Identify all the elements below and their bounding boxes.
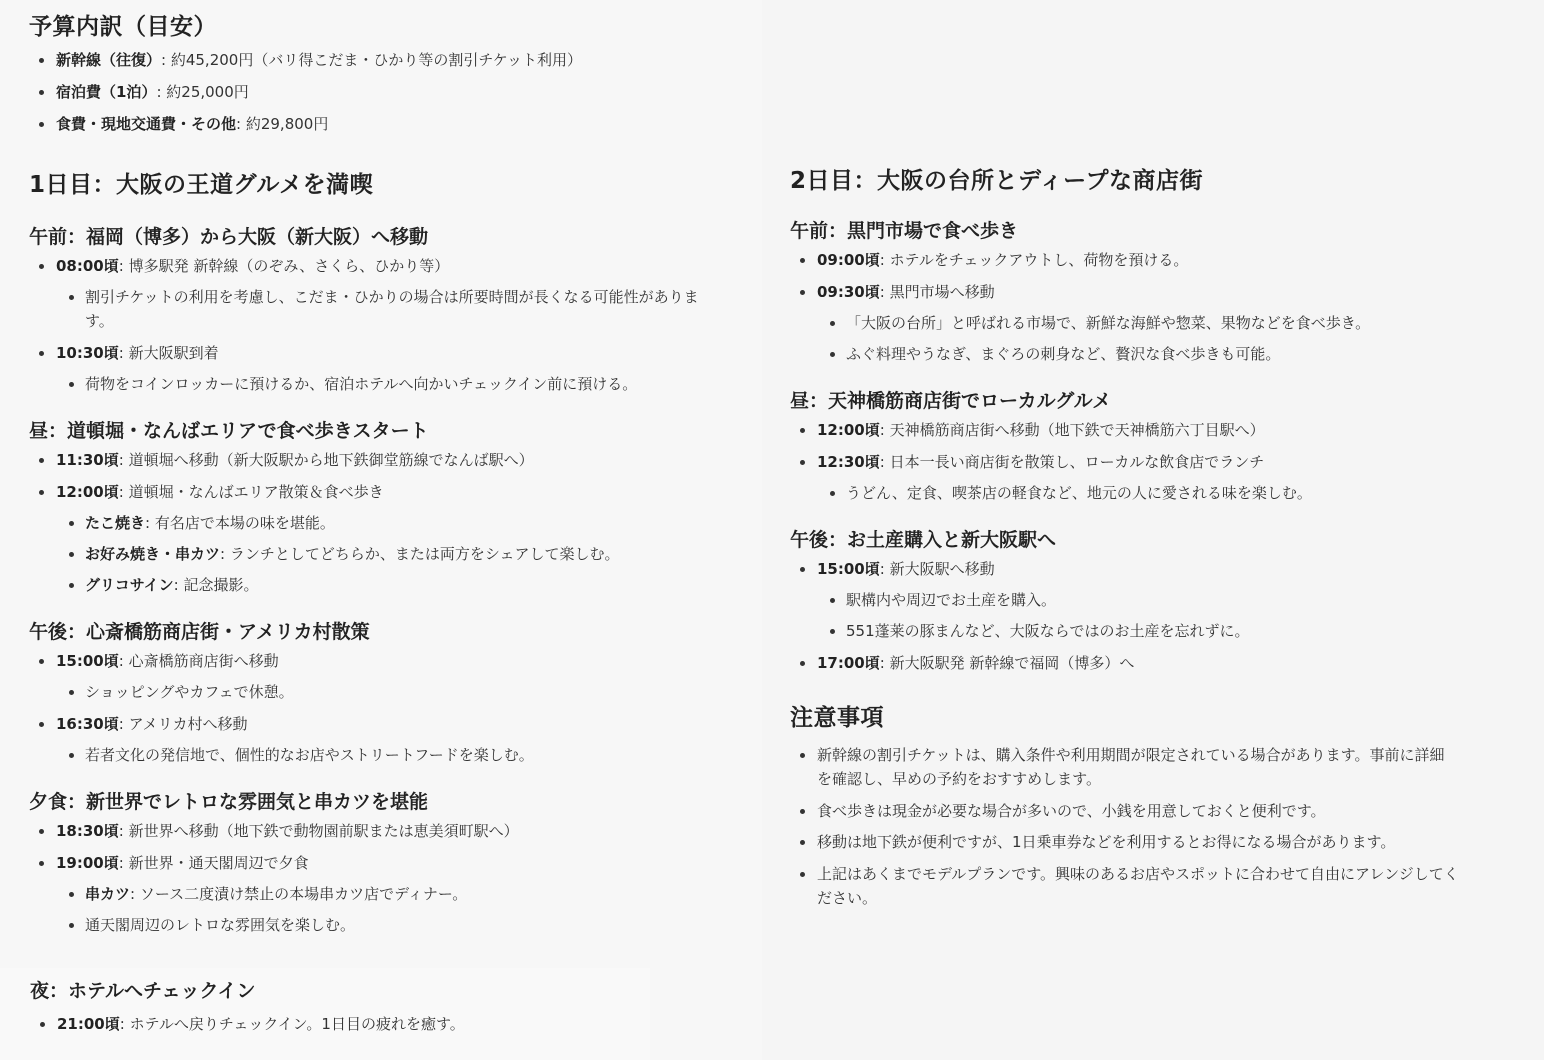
list-item: 16:30頃: アメリカ村へ移動: [29, 712, 756, 736]
list-item: 15:00頃: 心斎橋筋商店街へ移動: [29, 649, 756, 673]
day1-afternoon-list: [29, 649, 756, 767]
list-item: ショッピングやカフェで休憩。: [29, 680, 756, 704]
list-item: 15:00頃: 新大阪駅へ移動: [790, 557, 1504, 581]
day1-section: [29, 170, 756, 937]
list-item: 19:00頃: 新世界・通天閣周辺で夕食: [29, 851, 756, 875]
day1-title: 1日目：大阪の王道グルメを満喫: [29, 172, 374, 198]
list-item: グリコサイン: 記念撮影。: [29, 573, 756, 597]
day2-morning-title: 午前：黒門市場で食べ歩き: [790, 220, 1019, 242]
day2-morning-list: [790, 248, 1504, 366]
list-item: 「大阪の台所」と呼ばれる市場で、新鮮な海鮮や惣菜、果物などを食べ歩き。: [790, 311, 1504, 335]
list-item: 12:30頃: 日本一長い商店街を散策し、ローカルな飲食店でランチ: [790, 450, 1504, 474]
list-item: 割引チケットの利用を考慮し、こだま・ひかりの場合は所要時間が長くなる可能性がありま す。: [29, 285, 756, 333]
list-item: 11:30頃: 道頓堀へ移動（新大阪駅から地下鉄御堂筋線でなんば駅へ）: [29, 448, 756, 472]
budget-item-hotel: 宿泊費（1泊）: 約25,000円: [29, 80, 756, 104]
day2-afternoon-list: [790, 557, 1504, 675]
list-item: 串カツ: ソース二度漬け禁止の本場串カツ店でディナー。: [29, 882, 756, 906]
list-item: 10:30頃: 新大阪駅到着: [29, 341, 756, 365]
day1-night-section: [30, 978, 644, 1036]
budget-item-food: 食費・現地交通費・その他: 約29,800円: [29, 112, 756, 136]
list-item: 12:00頃: 道頓堀・なんばエリア散策＆食べ歩き: [29, 480, 756, 504]
list-item: うどん、定食、喫茶店の軽食など、地元の人に愛される味を楽しむ。: [790, 481, 1504, 505]
day1-dinner-list: [29, 819, 756, 937]
budget-section: [29, 12, 756, 136]
night-panel: [0, 968, 650, 1060]
budget-title: 予算内訳（目安）: [29, 14, 217, 40]
day1-morning-list: [29, 254, 756, 396]
day1-afternoon-title: 午後：心斎橋筋商店街・アメリカ村散策: [29, 621, 370, 643]
day1-dinner-title: 夕食：新世界でレトロな雰囲気と串カツを堪能: [29, 791, 429, 813]
list-item: 食べ歩きは現金が必要な場合が多いので、小銭を用意しておくと便利です。: [790, 799, 1504, 823]
left-panel: [0, 0, 762, 968]
day1-morning-title: 午前：福岡（博多）から大阪（新大阪）へ移動: [29, 226, 429, 248]
day2-noon-list: [790, 418, 1504, 505]
list-item: 08:00頃: 博多駅発 新幹線（のぞみ、さくら、ひかり等）: [29, 254, 756, 278]
day2-section: [790, 166, 1504, 910]
day1-night-list: [30, 1012, 644, 1036]
day2-noon-title: 昼：天神橋筋商店街でローカルグルメ: [790, 390, 1112, 412]
notes-title: 注意事項: [790, 705, 884, 731]
list-item: 通天閣周辺のレトロな雰囲気を楽しむ。: [29, 913, 756, 937]
list-item: 17:00頃: 新大阪駅発 新幹線で福岡（博多）へ: [790, 651, 1504, 675]
list-item: 18:30頃: 新世界へ移動（地下鉄で動物園前駅または恵美須町駅へ）: [29, 819, 756, 843]
list-item: ふぐ料理やうなぎ、まぐろの刺身など、贅沢な食べ歩きも可能。: [790, 342, 1504, 366]
budget-list: [29, 48, 756, 136]
day1-noon-list: [29, 448, 756, 597]
day2-title: 2日目：大阪の台所とディープな商店街: [790, 168, 1204, 194]
list-item: たこ焼き: 有名店で本場の味を堪能。: [29, 511, 756, 535]
day1-noon-title: 昼：道頓堀・なんばエリアで食べ歩きスタート: [29, 420, 429, 442]
day1-night-title: 夜：ホテルへチェックイン: [30, 980, 256, 1002]
list-item: 駅構内や周辺でお土産を購入。: [790, 588, 1504, 612]
list-item: お好み焼き・串カツ: ランチとしてどちらか、または両方をシェアして楽しむ。: [29, 542, 756, 566]
list-item: 移動は地下鉄が便利ですが、1日乗車券などを利用するとお得になる場合があります。: [790, 830, 1504, 854]
list-item: 09:30頃: 黒門市場へ移動: [790, 280, 1504, 304]
list-item: 551蓬莱の豚まんなど、大阪ならではのお土産を忘れずに。: [790, 619, 1504, 643]
list-item: 新幹線の割引チケットは、購入条件や利用期間が限定されている場合があります。事前に詳細 を確認し、早めの予約をおすすめします。: [790, 743, 1504, 791]
day2-afternoon-title: 午後：お土産購入と新大阪駅へ: [790, 529, 1057, 551]
list-item: 荷物をコインロッカーに預けるか、宿泊ホテルへ向かいチェックイン前に預ける。: [29, 372, 756, 396]
notes-list: [790, 743, 1504, 910]
right-panel: [762, 0, 1544, 1060]
list-item: 09:00頃: ホテルをチェックアウトし、荷物を預ける。: [790, 248, 1504, 272]
list-item: 12:00頃: 天神橋筋商店街へ移動（地下鉄で天神橋筋六丁目駅へ）: [790, 418, 1504, 442]
list-item: 若者文化の発信地で、個性的なお店やストリートフードを楽しむ。: [29, 743, 756, 767]
list-item: 21:00頃: ホテルへ戻りチェックイン。1日目の疲れを癒す。: [30, 1012, 644, 1036]
budget-item-shinkansen: 新幹線（往復）: 約45,200円（バリ得こだま・ひかり等の割引チケット利用）: [29, 48, 756, 72]
list-item: 上記はあくまでモデルプランです。興味のあるお店やスポットに合わせて自由にアレンジしてく ださい。: [790, 862, 1504, 910]
